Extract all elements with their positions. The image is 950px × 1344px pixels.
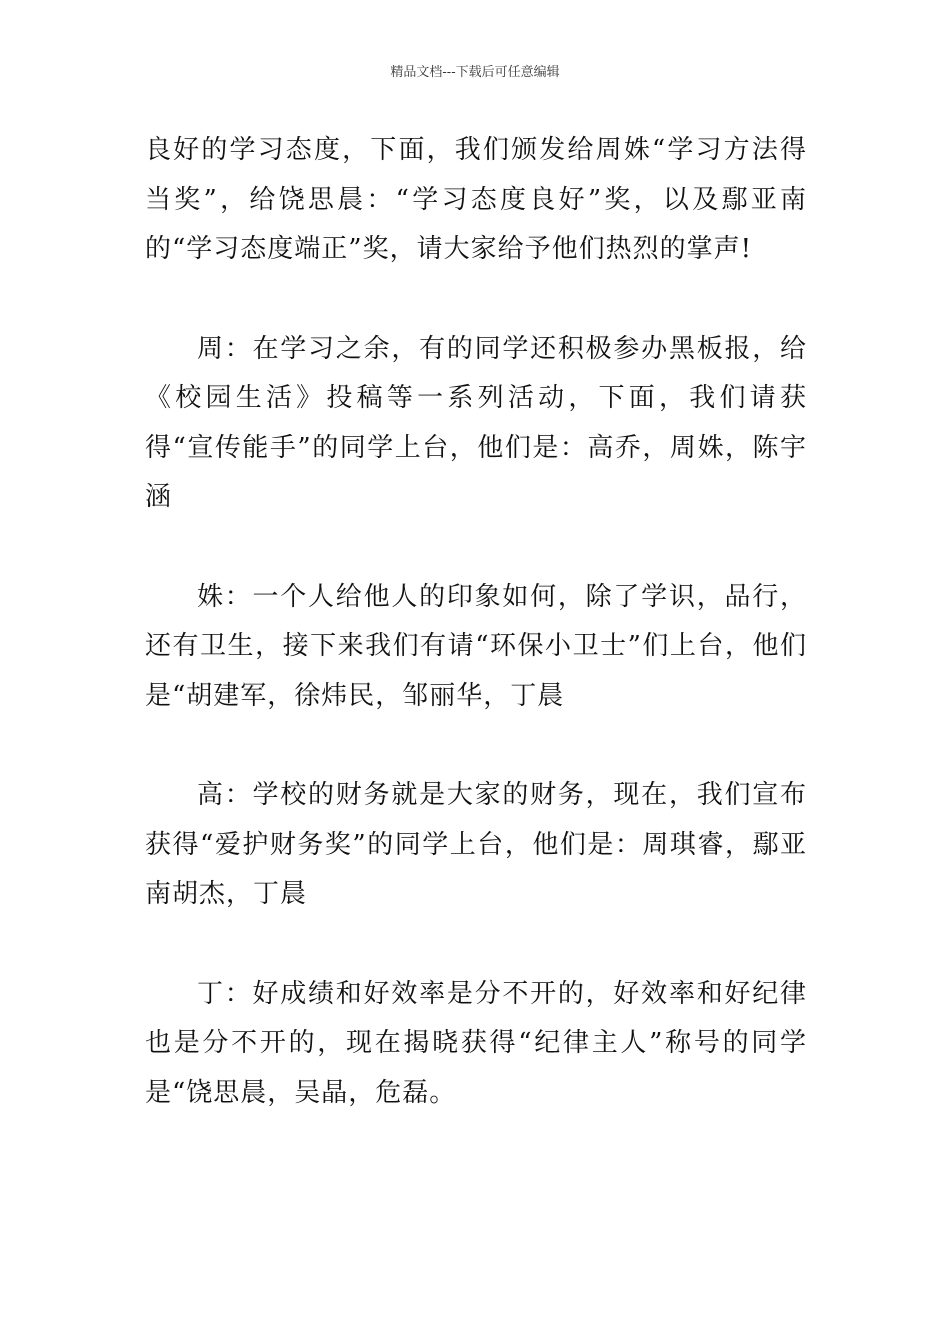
document-body xyxy=(145,126,807,1118)
paragraph-gao-finance: 高：学校的财务就是大家的财务，现在，我们宣布获得“爱护财务奖”的同学上台，他们是：周琪睿，鄢亚南胡杰，丁晨 xyxy=(145,780,807,909)
paragraph-award-study: 良好的学习态度，下面，我们颁发给周姝“学习方法得当奖”，给饶思晨：“学习态度良好”奖，以及鄢亚南的“学习态度端正”奖，请大家给予他们热烈的掌声! xyxy=(145,135,807,264)
paragraph-shu-hygiene: 姝：一个人给他人的印象如何，除了学识，品行，还有卫生，接下来我们有请“环保小卫士”们上台，他们是“胡建军，徐炜民，邹丽华，丁晨 xyxy=(145,581,807,711)
paragraph-ding-discipline: 丁：好成绩和好效率是分不开的，好效率和好纪律也是分不开的，现在揭晓获得“纪律主人”称号的同学是“饶思晨，吴晶，危磊。 xyxy=(145,978,807,1108)
paragraph-zhou-publicity: 周：在学习之余，有的同学还积极参办黑板报，给《校园生活》投稿等一系列活动，下面，我们请获得“宣传能手”的同学上台，他们是：高乔，周姝，陈宇涵 xyxy=(145,333,807,512)
page-header: 精品文档---下载后可任意编辑 xyxy=(390,65,560,80)
